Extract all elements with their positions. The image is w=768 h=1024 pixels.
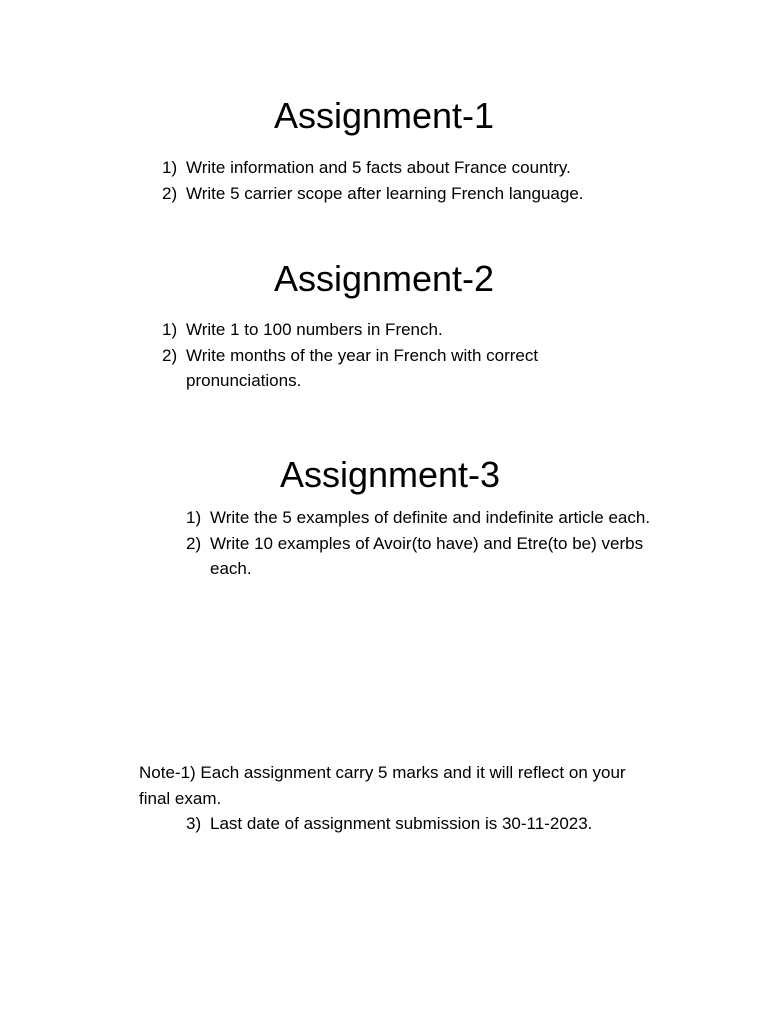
list-item — [186, 811, 666, 837]
list-item-text: Write 5 carrier scope after learning French language. — [186, 183, 584, 203]
list-item-text: Write months of the year in French with correct pronunciations. — [186, 345, 539, 390]
list-item — [162, 317, 602, 343]
list-item — [186, 505, 666, 531]
note-list — [186, 811, 666, 837]
list-item-number: 2) — [162, 183, 178, 203]
list-item — [186, 531, 666, 582]
assignment-2-title: Assignment-2 — [273, 258, 495, 299]
list-item-number: 2) — [162, 345, 178, 365]
list-item-number: 1) — [186, 508, 202, 527]
list-item — [162, 181, 682, 207]
list-item — [162, 343, 602, 394]
list-item-number: 1) — [162, 158, 178, 177]
list-item-number: 3) — [186, 814, 202, 833]
assignment-1-title: Assignment-1 — [273, 95, 495, 136]
note-text: Note-1) Each assignment carry 5 marks and it will reflect on your final exam. — [139, 763, 626, 808]
assignment-3-list — [186, 505, 666, 582]
assignment-1-list — [162, 155, 682, 206]
list-item — [162, 155, 682, 181]
list-item-text: Write 10 examples of Avoir(to have) and Etre(to be) verbs each. — [210, 533, 644, 578]
list-item-text: Write information and 5 facts about France country. — [186, 158, 571, 177]
list-item-number: 1) — [162, 320, 178, 339]
list-item-text: Last date of assignment submission is 30-11-2023. — [210, 814, 593, 833]
assignment-3-title: Assignment-3 — [279, 454, 501, 495]
assignment-2-list — [162, 317, 602, 394]
list-item-number: 2) — [186, 533, 202, 553]
list-item-text: Write 1 to 100 numbers in French. — [186, 320, 443, 339]
list-item-text: Write the 5 examples of definite and indefinite article each. — [210, 508, 651, 527]
